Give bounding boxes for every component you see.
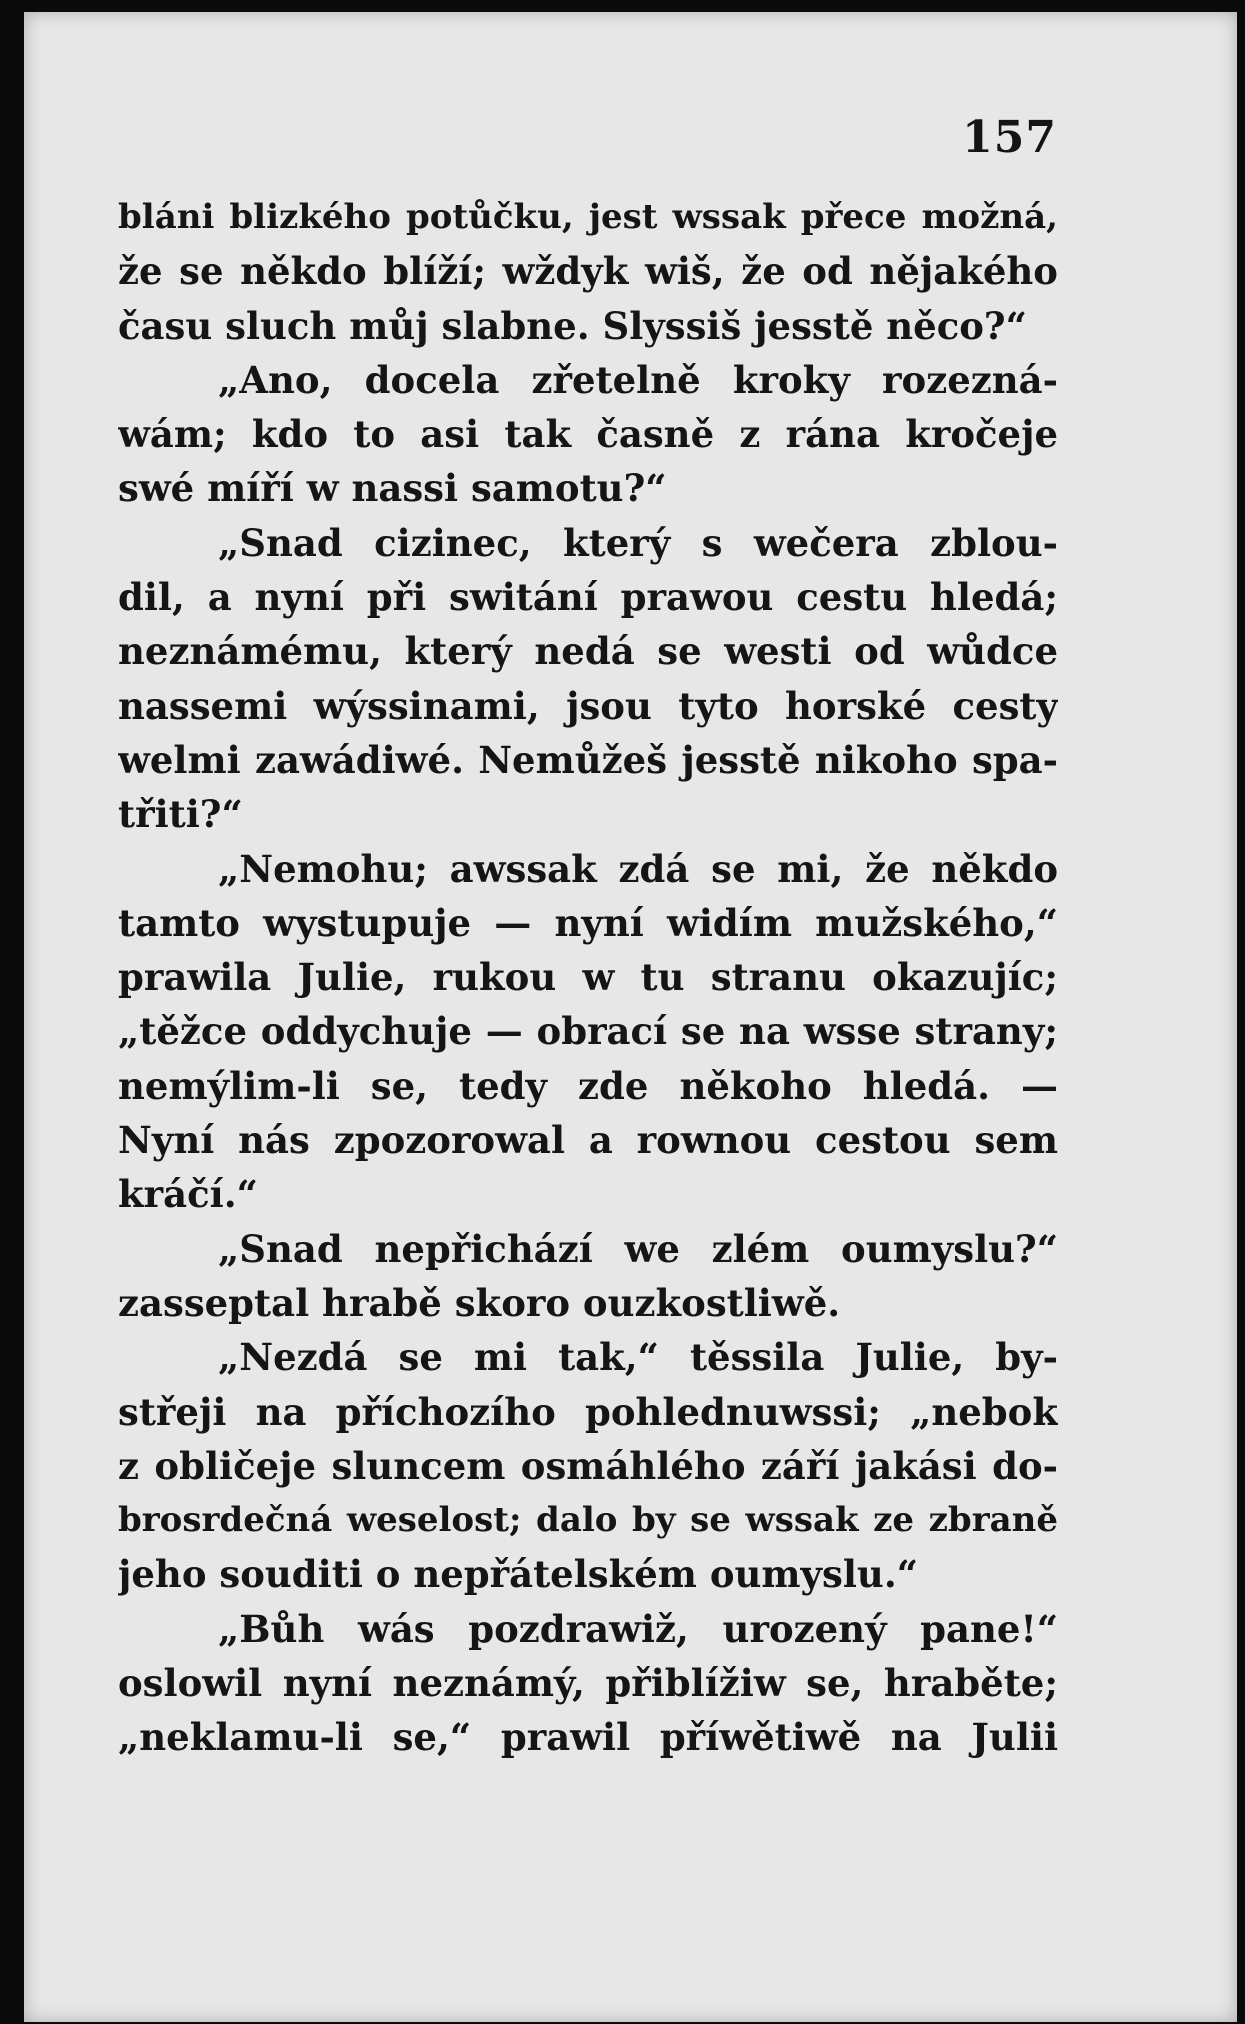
book-page (24, 12, 1237, 2022)
text-line: jeho souditi o nepřátelském oumyslu.“ (118, 1552, 918, 1597)
text-line: „Nezdá se mi tak,“ těssila Julie, by- (218, 1335, 1058, 1380)
text-line: neznámému, který nedá se westi od wůdce (118, 629, 1058, 674)
page-number: 157 (962, 112, 1057, 163)
text-line: oslowil nyní neznámý, přiblížiw se, hraběte; (118, 1661, 1058, 1706)
text-line: „Snad nepřichází we zlém oumyslu?“ (218, 1226, 1058, 1271)
text-line: „neklamu-li se,“ prawil příwětiwě na Julii (118, 1715, 1058, 1760)
text-line: nassemi wýssinami, jsou tyto horské cesty (118, 683, 1058, 728)
text-line: zasseptal hrabě skoro ouzkostliwě. (118, 1280, 841, 1325)
text-line: „Bůh wás pozdrawiž, urozený pane!“ (218, 1606, 1058, 1651)
text-line: „Snad cizinec, který s wečera zblou- (218, 520, 1058, 565)
text-line: kráčí.“ (118, 1172, 258, 1217)
body-text (118, 190, 1058, 1765)
text-line: třiti?“ (118, 792, 243, 837)
text-line: prawila Julie, rukou w tu stranu okazujíc; (118, 955, 1058, 1000)
text-line: z obličeje sluncem osmáhlého září jakási do- (118, 1443, 1058, 1488)
text-line: střeji na příchozího pohlednuwssi; „nebok (118, 1389, 1058, 1434)
text-line: welmi zawádiwé. Nemůžeš jesstě nikoho spa- (118, 737, 1058, 782)
text-line: wám; kdo to asi tak časně z rána kročeje (118, 412, 1058, 457)
text-line: nemýlim-li se, tedy zde někoho hledá. — (118, 1063, 1058, 1108)
text-line: „těžce oddychuje — obrací se na wsse strany; (118, 1009, 1058, 1054)
text-line: Nyní nás zpozorowal a rownou cestou sem (118, 1118, 1058, 1163)
text-line: dil, a nyní při switání prawou cestu hledá; (118, 575, 1058, 620)
text-line: že se někdo blíží; wždyk wiš, že od nějakého (118, 249, 1058, 294)
text-line: času sluch můj slabne. Slyssiš jesstě něco?“ (118, 303, 1027, 348)
text-line: brosrdečná weselost; dalo by se wssak ze zbraně (118, 1500, 1058, 1541)
text-line: „Ano, docela zřetelně kroky rozezná- (218, 357, 1058, 402)
text-line: tamto wystupuje — nyní widím mužského,“ (118, 900, 1058, 945)
text-line: swé míří w nassi samotu?“ (118, 466, 667, 511)
text-line: „Nemohu; awssak zdá se mi, že někdo (218, 846, 1058, 891)
text-line: bláni blizkého potůčku, jest wssak přece možná, (118, 197, 1058, 237)
